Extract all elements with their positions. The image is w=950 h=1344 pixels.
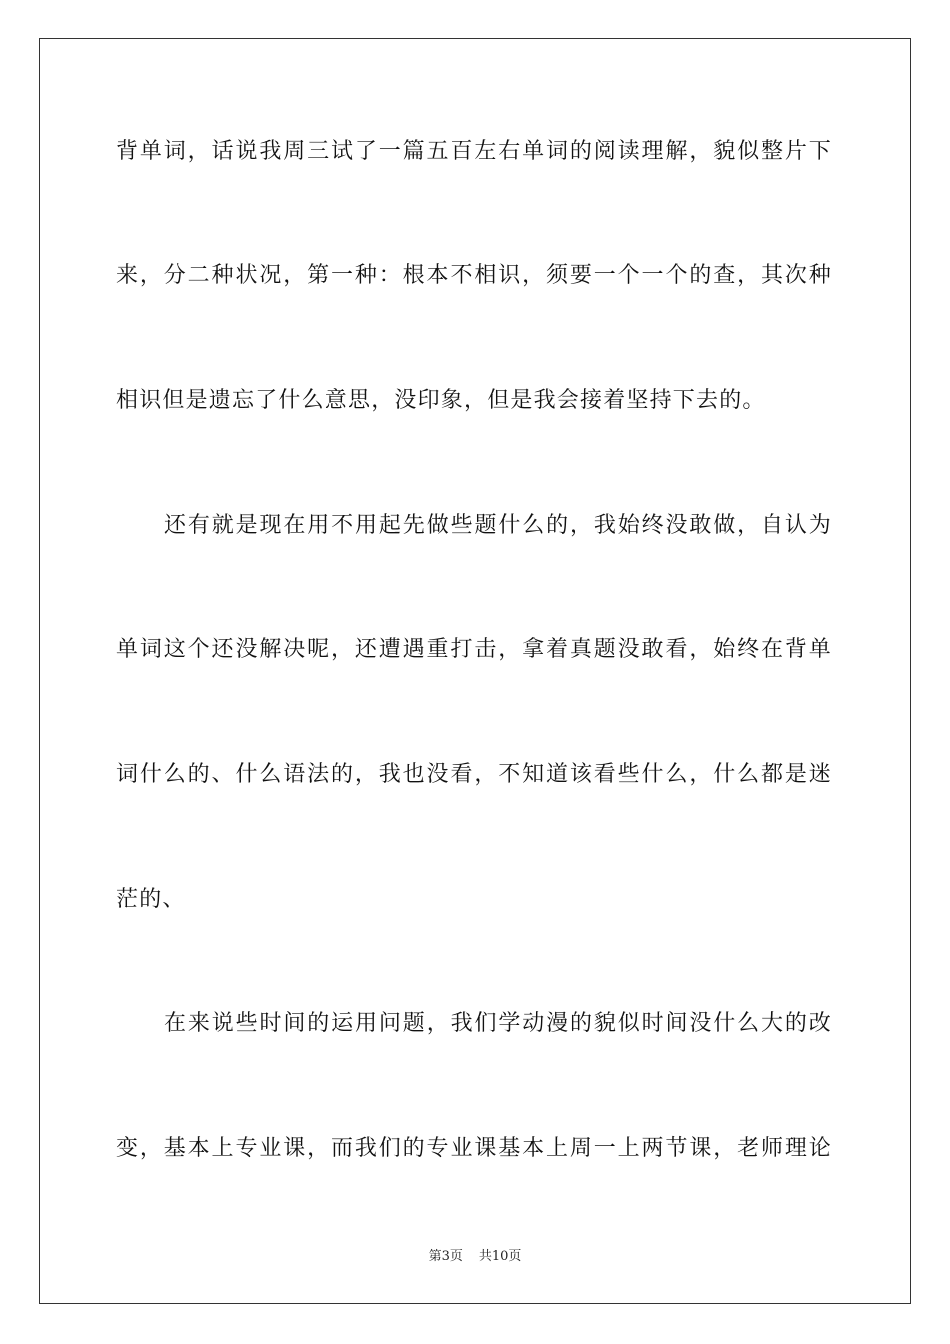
page-border: [39, 38, 911, 1304]
paragraph-line: 还有就是现在用不用起先做些题什么的，我始终没敢做，自认为: [164, 513, 832, 538]
page-number: 第3页: [428, 1249, 463, 1264]
paragraph-line: 背单词，话说我周三试了一篇五百左右单词的阅读理解，貌似整片下: [116, 139, 832, 164]
paragraph-line: 来，分二种状况，第一种：根本不相识，须要一个一个的查，其次种: [116, 263, 832, 288]
page-footer: [0, 1248, 950, 1266]
paragraph-line: 单词这个还没解决呢，还遭遇重打击，拿着真题没敢看，始终在背单: [116, 637, 832, 662]
paragraph-line: 在来说些时间的运用问题，我们学动漫的貌似时间没什么大的改: [164, 1011, 832, 1036]
paragraph-line: 词什么的、什么语法的，我也没看，不知道该看些什么，什么都是迷: [116, 762, 832, 787]
page-total: 共10页: [478, 1249, 522, 1264]
paragraph-line: 变，基本上专业课，而我们的专业课基本上周一上两节课，老师理论: [116, 1136, 832, 1161]
paragraph-line: 茫的、: [116, 887, 186, 912]
paragraph-line: 相识但是遗忘了什么意思，没印象，但是我会接着坚持下去的。: [116, 388, 766, 413]
